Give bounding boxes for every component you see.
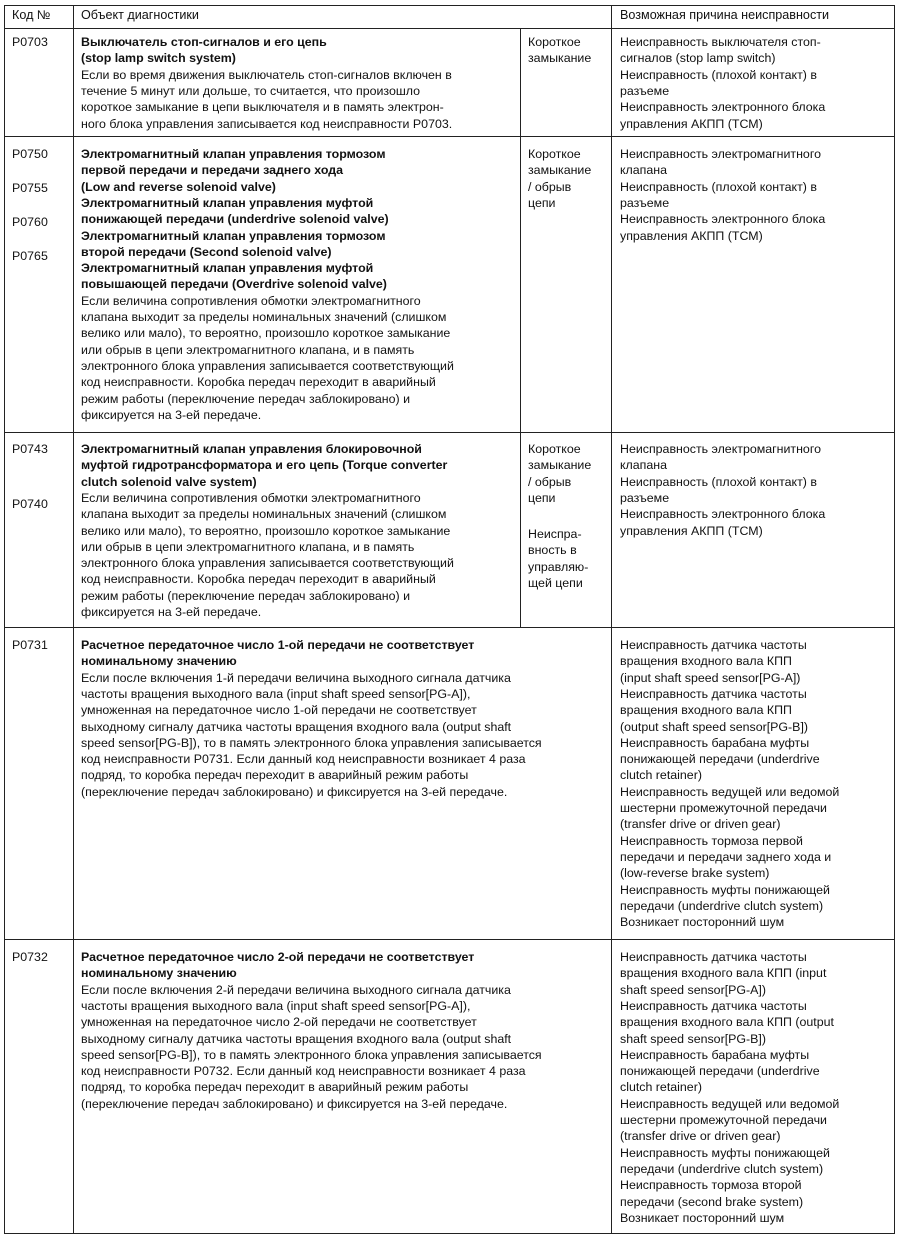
row-cause-line: Неисправность выключателя стоп- [620, 35, 821, 49]
row-cause-line: вращения входного вала КПП [620, 703, 792, 718]
row-title-line: Электромагнитный клапан управления блокировочной [81, 442, 422, 456]
row-description-line: speed sensor[PG-B]), то в память электронного блока управления записывается [81, 1047, 542, 1062]
row-title-line: Электромагнитный клапан управления муфтой [81, 195, 374, 210]
row-cause-line: (low-reverse brake system) [620, 866, 770, 881]
row-divider [4, 939, 895, 940]
row-cause-line: управления АКПП (ТСМ) [620, 523, 763, 538]
row-description-line: клапана выходит за пределы номинальных значений (слишком [81, 310, 447, 324]
row-cause-line: передачи и передачи заднего хода и [620, 849, 832, 864]
row-code: P0731 [12, 638, 48, 652]
row-cause-line: shaft speed sensor[PG-A]) [620, 982, 767, 997]
row-description-line: фиксируется на 3-ей передаче. [81, 407, 262, 422]
row-cause-line: Неисправность электромагнитного [620, 147, 821, 161]
row-description-line: фиксируется на 3-ей передаче. [81, 605, 262, 619]
row-description-line: (переключение передач заблокировано) и фиксируется на 3-ей передаче. [81, 784, 508, 799]
row-cause-line: сигналов (stop lamp switch) [620, 51, 776, 66]
row-cause-line: шестерни промежуточной передачи [620, 1113, 827, 1127]
table-border-top [4, 5, 895, 6]
row-cause-line: Неисправность (плохой контакт) в [620, 474, 817, 489]
row-code: P0760 [12, 215, 48, 229]
row-title-line: Расчетное передаточное число 2-ой передачи не соответствует [81, 950, 475, 964]
row-title-line: (Low and reverse solenoid valve) [81, 179, 276, 194]
row-cause-line: Неисправность (плохой контакт) в [620, 67, 817, 82]
row-cause-line: (input shaft speed sensor[PG-A]) [620, 670, 801, 685]
row-description-line: подряд, то коробка передач переходит в аварийный режим работы [81, 1080, 469, 1095]
row-cause-line: разъеме [620, 195, 670, 210]
row-fault-type-line: управляю- [528, 559, 589, 574]
row-description-line: выходному сигналу датчика частоты вращения входного вала (output shaft [81, 719, 512, 734]
row-cause-line: Неисправность электромагнитного [620, 442, 821, 456]
row-description-line: подряд, то коробка передач переходит в аварийный режим работы [81, 768, 469, 783]
row-description-line: ного блока управления записывается код неисправности P0703. [81, 116, 453, 131]
row-title-line: повышающей передачи (Overdrive solenoid valve) [81, 277, 387, 292]
row-cause-line: понижающей передачи (underdrive [620, 1064, 820, 1079]
row-fault-type-line: замыкание [528, 51, 592, 66]
row-cause-line: разъеме [620, 83, 670, 98]
row-code: P0750 [12, 147, 48, 161]
row-description-line: велико или мало), то вероятно, произошло короткое замыкание [81, 326, 451, 341]
row-cause-line: Неисправность муфты понижающей [620, 1145, 830, 1160]
column-divider-cause [611, 5, 612, 1234]
row-cause-line: Неисправность электронного блока [620, 507, 826, 522]
row-description-line: Если величина сопротивления обмотки электромагнитного [81, 293, 421, 308]
row-description-line: код неисправности P0732. Если данный код неисправности возникает 4 раза [81, 1064, 526, 1079]
table-border-left [4, 5, 5, 1234]
row-title-line: понижающей передачи (underdrive solenoid valve) [81, 212, 389, 227]
row-cause-line: clutch retainer) [620, 768, 702, 783]
row-cause-line: управления АКПП (ТСМ) [620, 228, 763, 243]
row-cause-line: Возникает посторонний шум [620, 915, 785, 930]
row-description-line: speed sensor[PG-B]), то в память электронного блока управления записывается [81, 735, 542, 750]
row-title-line: Электромагнитный клапан управления муфтой [81, 261, 374, 276]
row-description-line: электронного блока управления записывается соответствующий [81, 358, 454, 373]
row-cause-line: Неисправность барабана муфты [620, 735, 810, 750]
row-cause-line: передачи (second brake system) [620, 1194, 804, 1209]
row-fault-type-line: Короткое [528, 147, 581, 161]
header-object: Объект диагностики [81, 8, 199, 22]
row-description-line: Если после включения 1-й передачи величина выходного сигнала датчика [81, 670, 511, 685]
row-description-line: короткое замыкание в цепи выключателя и в память электрон- [81, 100, 444, 115]
row-title-line: первой передачи и передачи заднего хода [81, 163, 344, 178]
row-cause-line: Неисправность электронного блока [620, 212, 826, 227]
row-fault-type-line: вность в [528, 543, 577, 558]
row-fault-type-line: Короткое [528, 35, 581, 49]
row-cause-line: шестерни промежуточной передачи [620, 801, 827, 815]
row-title-line: муфтой гидротрансформатора и его цепь (Torque converter [81, 458, 448, 473]
row-title-line: номинальному значению [81, 654, 237, 669]
row-description-line: Если после включения 2-й передачи величина выходного сигнала датчика [81, 982, 511, 997]
row-description-line: или обрыв в цепи электромагнитного клапана, и в память [81, 539, 415, 554]
row-code: P0755 [12, 181, 48, 195]
row-cause-line: понижающей передачи (underdrive [620, 752, 820, 767]
row-description-line: умноженная на передаточное число 2-ой передачи не соответствует [81, 1015, 477, 1030]
row-cause-line: (output shaft speed sensor[PG-B]) [620, 719, 809, 734]
row-code: P0732 [12, 950, 48, 964]
row-divider [4, 136, 895, 137]
row-title-line: Выключатель стоп-сигналов и его цепь [81, 35, 327, 49]
row-description-line: клапана выходит за пределы номинальных значений (слишком [81, 507, 447, 522]
row-title-line: Электромагнитный клапан управления тормозом [81, 228, 386, 243]
row-cause-line: вращения входного вала КПП (input [620, 966, 827, 981]
row-code: P0740 [12, 497, 48, 511]
row-description-line: код неисправности P0731. Если данный код неисправности возникает 4 раза [81, 752, 526, 767]
row-title-line: (stop lamp switch system) [81, 51, 236, 66]
row-fault-type-line: цепи [528, 490, 556, 505]
row-cause-line: управления АКПП (ТСМ) [620, 116, 763, 131]
row-title-line: второй передачи (Second solenoid valve) [81, 244, 332, 259]
row-cause-line: Неисправность датчика частоты [620, 686, 807, 701]
row-description-line: Если во время движения выключатель стоп-сигналов включен в [81, 67, 452, 82]
row-divider [4, 627, 895, 628]
header-code: Код № [12, 8, 51, 22]
row-description-line: Если величина сопротивления обмотки электромагнитного [81, 490, 421, 505]
row-code: P0743 [12, 442, 48, 456]
row-cause-line: Неисправность электронного блока [620, 100, 826, 115]
row-cause-line: передачи (underdrive clutch system) [620, 1161, 824, 1176]
row-description-line: код неисправности. Коробка передач переходит в аварийный [81, 572, 436, 587]
row-cause-line: клапана [620, 458, 668, 473]
row-cause-line: Неисправность (плохой контакт) в [620, 179, 817, 194]
row-cause-line: клапана [620, 163, 668, 178]
row-fault-type-line: щей цепи [528, 575, 583, 590]
row-cause-line: Неисправность датчика частоты [620, 638, 807, 652]
row-description-line: частоты вращения выходного вала (input shaft speed sensor[PG-A]), [81, 686, 471, 701]
row-title-line: clutch solenoid valve system) [81, 474, 257, 489]
row-title-line: номинальному значению [81, 966, 237, 981]
row-cause-line: Неисправность ведущей или ведомой [620, 784, 840, 799]
row-code: P0703 [12, 35, 48, 49]
row-cause-line: Неисправность тормоза второй [620, 1178, 802, 1193]
row-description-line: (переключение передач заблокировано) и фиксируется на 3-ей передаче. [81, 1096, 508, 1111]
row-cause-line: вращения входного вала КПП [620, 654, 792, 669]
row-cause-line: (transfer drive or driven gear) [620, 817, 781, 832]
row-cause-line: Неисправность тормоза первой [620, 833, 803, 848]
table-border-right [894, 5, 895, 1234]
row-cause-line: Неисправность датчика частоты [620, 998, 807, 1013]
row-description-line: выходному сигналу датчика частоты вращения входного вала (output shaft [81, 1031, 512, 1046]
row-code: P0765 [12, 249, 48, 263]
row-description-line: электронного блока управления записывается соответствующий [81, 556, 454, 571]
row-cause-line: Возникает посторонний шум [620, 1210, 785, 1225]
row-fault-type-line: Неиспра- [528, 527, 582, 541]
row-description-line: или обрыв в цепи электромагнитного клапана, и в память [81, 342, 415, 357]
row-title-line: Электромагнитный клапан управления тормозом [81, 147, 386, 161]
row-cause-line: Неисправность датчика частоты [620, 950, 807, 964]
column-divider-fault [520, 28, 521, 628]
row-fault-type-line: цепи [528, 195, 556, 210]
row-fault-type-line: замыкание [528, 163, 592, 178]
row-cause-line: Неисправность барабана муфты [620, 1047, 810, 1062]
row-fault-type-line: / обрыв [528, 179, 572, 194]
row-divider [4, 432, 895, 433]
row-fault-type-line: Короткое [528, 442, 581, 456]
row-description-line: режим работы (переключение передач заблокировано) и [81, 588, 411, 603]
header-row-divider [4, 28, 895, 29]
row-description-line: велико или мало), то вероятно, произошло короткое замыкание [81, 523, 451, 538]
row-description-line: течение 5 минут или дольше, то считается, что произошло [81, 83, 421, 98]
row-fault-type-line: / обрыв [528, 474, 572, 489]
row-description-line: код неисправности. Коробка передач переходит в аварийный [81, 375, 436, 390]
row-title-line: Расчетное передаточное число 1-ой передачи не соответствует [81, 638, 475, 652]
row-cause-line: передачи (underdrive clutch system) [620, 898, 824, 913]
row-fault-type-line: замыкание [528, 458, 592, 473]
row-cause-line: shaft speed sensor[PG-B]) [620, 1031, 767, 1046]
row-cause-line: вращения входного вала КПП (output [620, 1015, 834, 1030]
row-cause-line: (transfer drive or driven gear) [620, 1129, 781, 1144]
table-border-bottom [4, 1233, 895, 1234]
row-description-line: умноженная на передаточное число 1-ой передачи не соответствует [81, 703, 477, 718]
row-description-line: частоты вращения выходного вала (input shaft speed sensor[PG-A]), [81, 998, 471, 1013]
row-description-line: режим работы (переключение передач заблокировано) и [81, 391, 411, 406]
row-cause-line: разъеме [620, 490, 670, 505]
row-cause-line: clutch retainer) [620, 1080, 702, 1095]
header-cause: Возможная причина неисправности [620, 8, 830, 22]
column-divider-code [73, 5, 74, 1234]
row-cause-line: Неисправность ведущей или ведомой [620, 1096, 840, 1111]
row-cause-line: Неисправность муфты понижающей [620, 882, 830, 897]
